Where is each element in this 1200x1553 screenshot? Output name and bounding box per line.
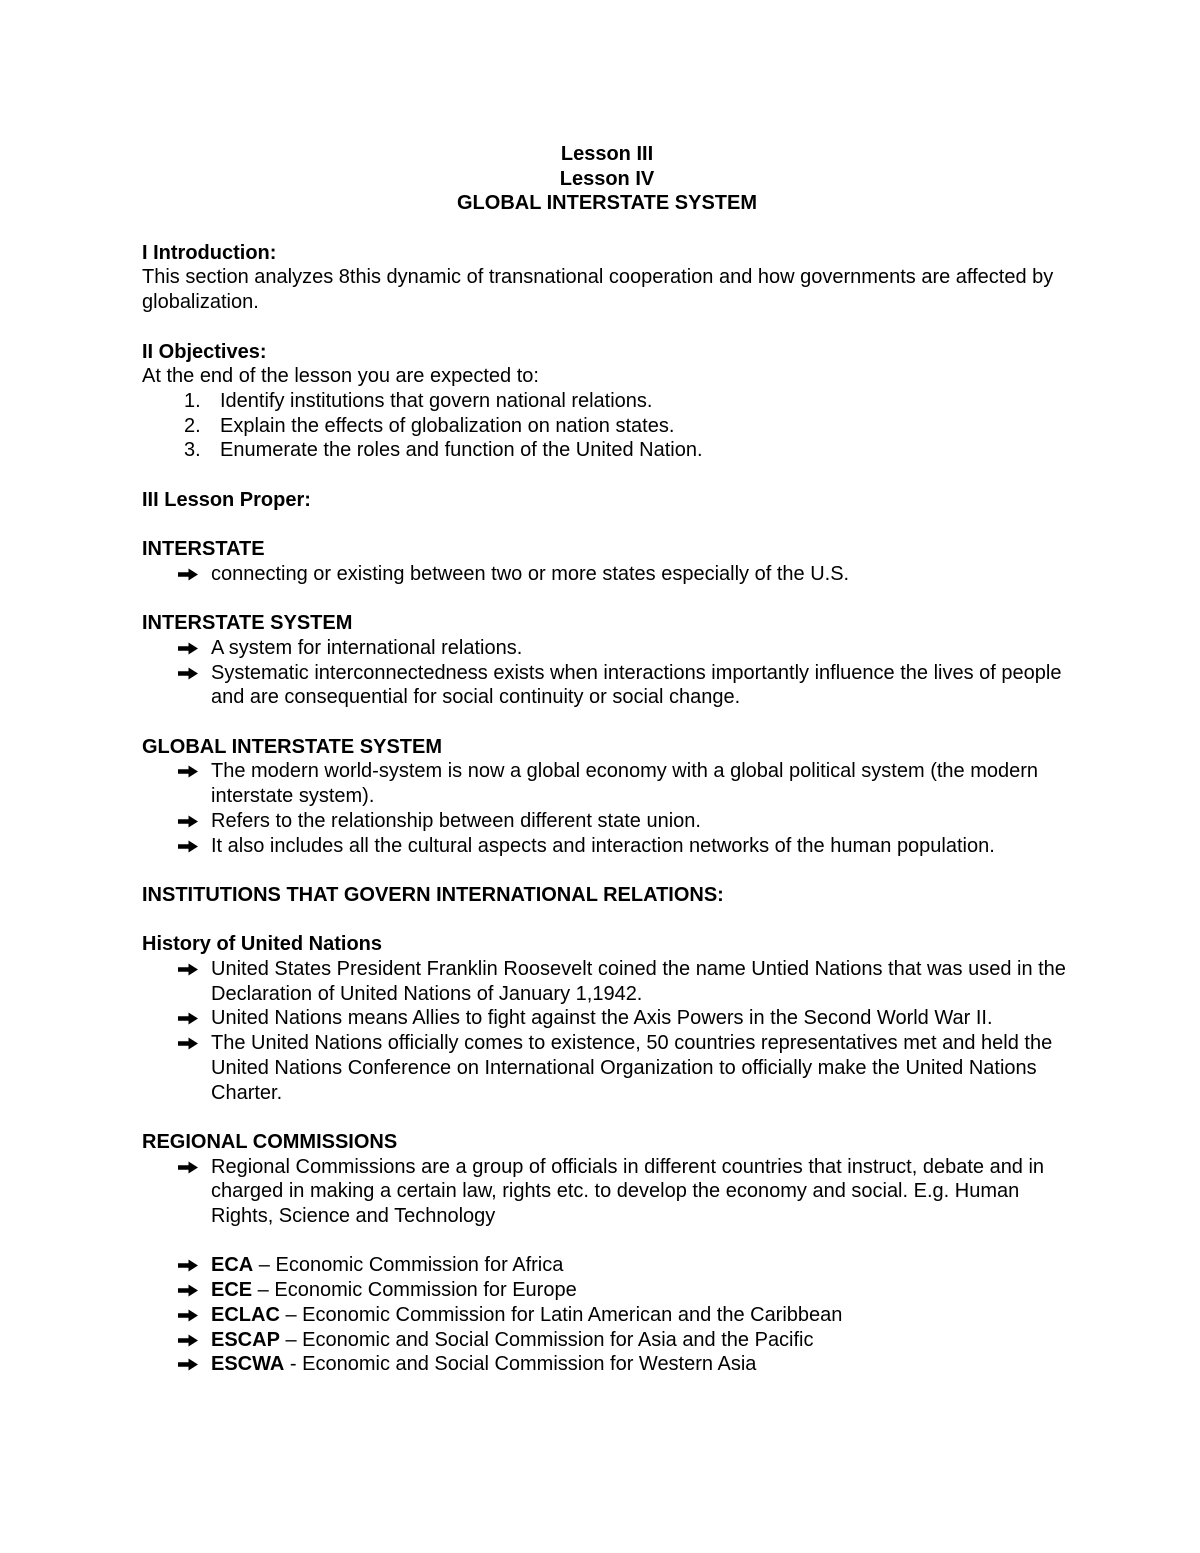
commission-separator: – [279,1328,303,1351]
commission-name: Economic Commission for Africa [275,1254,564,1277]
institutions-heading: INSTITUTIONS THAT GOVERN INTERNATIONAL RELATIONS: [142,883,724,906]
introduction-text: This section analyzes 8this dynamic of transnational cooperation and how governments are affected by globalization. [142,266,1054,314]
arrow-right-icon [177,1012,199,1025]
arrow-right-icon [177,1309,199,1322]
arrow-right-icon [177,815,199,828]
bullet-item [142,957,1072,1006]
bullet-item [142,834,1072,859]
objective-text: Explain the effects of globalization on nation states. [220,414,675,437]
bullet-item [142,1006,1072,1031]
arrow-right-icon [177,1259,199,1272]
commission-abbr: ESCAP [211,1328,280,1351]
global-interstate-system-heading: GLOBAL INTERSTATE SYSTEM [142,735,443,758]
commission-separator: – [253,1254,276,1277]
regional-commissions-heading: REGIONAL COMMISSIONS [142,1130,398,1153]
interstate-heading: INTERSTATE [142,538,265,561]
objectives-heading: II Objectives: [142,340,267,363]
objective-number: 3. [184,439,201,462]
commission-abbr: ECE [211,1279,253,1302]
bullet-item [142,562,1072,587]
bullet-text: A system for international relations. [211,636,523,659]
bullet-item [142,1031,1072,1105]
bullet-item [142,636,1072,661]
commission-abbr: ECA [211,1254,254,1277]
objective-item [142,389,1072,414]
commission-item [142,1253,1072,1278]
document-page [142,142,1072,1377]
arrow-right-icon [177,1284,199,1297]
interstate-system-list [142,636,1072,710]
lesson-title-1: Lesson III [560,143,654,165]
commission-separator: – [252,1279,275,1302]
objectives-intro: At the end of the lesson you are expected to: [142,365,539,388]
objective-item [142,438,1072,463]
objective-number: 1. [184,389,201,412]
regional-commissions-description-list [142,1155,1072,1229]
history-un-list [142,957,1072,1105]
arrow-right-icon [177,963,199,976]
bullet-text: United Nations means Allies to fight against the Axis Powers in the Second World War II. [211,1007,993,1030]
bullet-text: Systematic interconnectedness exists when interactions importantly influence the lives of people and are consequential for social continuity or social change. [211,661,1062,709]
arrow-right-icon [177,1161,199,1174]
interstate-system-heading: INTERSTATE SYSTEM [142,612,353,635]
commission-name: Economic and Social Commission for Western Asia [302,1353,757,1376]
document-title: GLOBAL INTERSTATE SYSTEM [456,192,757,215]
history-un-heading: History of United Nations [142,933,383,956]
arrow-right-icon [177,1037,199,1050]
commission-item [142,1278,1072,1303]
commission-item [142,1352,1072,1377]
bullet-text: Refers to the relationship between different state union. [211,809,701,832]
bullet-text: Regional Commissions are a group of officials in different countries that instruct, debate and in charged in making a certain law, rights etc. to develop the economy and social. E.g. Human Rights, Science and Technology [211,1155,1045,1228]
global-interstate-system-list [142,759,1072,858]
lesson-proper-heading: III Lesson Proper: [142,488,311,511]
commission-name: Economic Commission for Europe [274,1279,577,1302]
bullet-text: The United Nations officially comes to existence, 50 countries representatives met and held the United Nations Conference on International Organization to officially make the United Nations Charter. [211,1032,1053,1104]
arrow-right-icon [177,642,199,655]
bullet-item [142,1155,1072,1229]
commission-name: Economic Commission for Latin American and the Caribbean [302,1303,843,1326]
bullet-text: The modern world-system is now a global economy with a global political system (the modern interstate system). [211,760,1039,808]
objective-item [142,414,1072,439]
commission-abbr: ESCWA [211,1353,285,1376]
arrow-right-icon [177,840,199,853]
bullet-item [142,759,1072,808]
commission-abbr: ECLAC [211,1303,280,1326]
commission-name: Economic and Social Commission for Asia and the Pacific [302,1328,814,1351]
bullet-text: connecting or existing between two or more states especially of the U.S. [211,562,850,585]
commission-separator: – [279,1303,303,1326]
objective-text: Enumerate the roles and function of the United Nation. [220,439,703,462]
bullet-item [142,809,1072,834]
introduction-heading: I Introduction: [142,241,277,264]
arrow-right-icon [177,1358,199,1371]
arrow-right-icon [177,1334,199,1347]
bullet-item [142,661,1072,710]
objective-number: 2. [184,414,201,437]
commission-separator: - [284,1353,303,1376]
lesson-title-2: Lesson IV [559,167,655,190]
bullet-text: United States President Franklin Roosevelt coined the name Untied Nations that was used in the Declaration of United Nations of January 1,1942. [211,958,1066,1005]
interstate-list [142,562,1072,587]
arrow-right-icon [177,568,199,581]
arrow-right-icon [177,765,199,778]
commissions-list [142,1253,1072,1377]
arrow-right-icon [177,667,199,680]
commission-item [142,1303,1072,1328]
objective-text: Identify institutions that govern national relations. [220,389,653,412]
objectives-list [142,389,1072,463]
document-titles [142,142,1072,216]
bullet-text: It also includes all the cultural aspects and interaction networks of the human population. [211,834,995,857]
commission-item [142,1328,1072,1353]
